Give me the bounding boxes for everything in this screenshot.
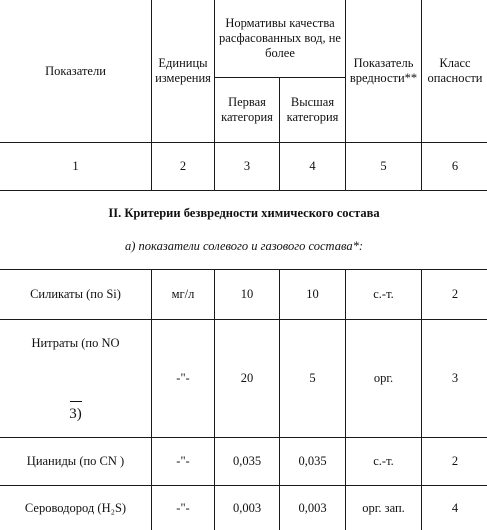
header-harmfulness: Показатель вредности** xyxy=(346,0,422,143)
section-header-cell xyxy=(0,191,487,270)
table-row xyxy=(0,438,487,486)
table-row xyxy=(0,320,487,438)
harmfulness-cell: орг. зап. xyxy=(346,486,422,530)
hazard-class-cell: 2 xyxy=(422,438,487,486)
section-title: II. Критерии безвредности химического состава xyxy=(108,206,380,220)
column-number: 4 xyxy=(280,143,346,191)
highest-category-cell: 10 xyxy=(280,270,346,320)
harmfulness-cell: с.-т. xyxy=(346,270,422,320)
header-hazard-class: Класс опасности xyxy=(422,0,487,143)
column-numbers-row xyxy=(0,143,487,191)
column-number: 5 xyxy=(346,143,422,191)
header-indicators: Показатели xyxy=(0,0,152,143)
section-header-row xyxy=(0,191,487,270)
header-units: Единицы измерения xyxy=(152,0,215,143)
first-category-cell: 0,003 xyxy=(215,486,280,530)
highest-category-cell: 0,035 xyxy=(280,438,346,486)
first-category-cell: 0,035 xyxy=(215,438,280,486)
header-first-category: Первая категория xyxy=(215,78,280,143)
indicator-text: Нитраты (по NO xyxy=(31,335,120,350)
column-number: 2 xyxy=(152,143,215,191)
header-norms: Нормативы качества расфасованных вод, не более xyxy=(215,0,346,78)
unit-cell: -"- xyxy=(152,320,215,438)
column-number: 1 xyxy=(0,143,152,191)
first-category-cell: 20 xyxy=(215,320,280,438)
indicator-cell: Силикаты (по Si) xyxy=(0,270,152,320)
section-subtitle: а) показатели солевого и газового состава*: xyxy=(125,239,363,253)
header-highest-category: Высшая категория xyxy=(280,78,346,143)
unit-cell: мг/л xyxy=(152,270,215,320)
indicator-cell: Цианиды (по CN ) xyxy=(0,438,152,486)
harmfulness-cell: орг. xyxy=(346,320,422,438)
first-category-cell: 10 xyxy=(215,270,280,320)
unit-cell: -"- xyxy=(152,486,215,530)
highest-category-cell: 0,003 xyxy=(280,486,346,530)
column-number: 3 xyxy=(215,143,280,191)
table-row xyxy=(0,486,487,530)
column-number: 6 xyxy=(422,143,487,191)
table-row xyxy=(0,270,487,320)
highest-category-cell: 5 xyxy=(280,320,346,438)
indicator-subscript: 3) xyxy=(69,405,82,422)
hazard-class-cell: 2 xyxy=(422,270,487,320)
indicator-cell xyxy=(0,320,152,438)
unit-cell: -"- xyxy=(152,438,215,486)
harmfulness-cell: с.-т. xyxy=(346,438,422,486)
indicator-cell: Сероводород (H₂S) xyxy=(0,486,152,530)
hazard-class-cell: 3 xyxy=(422,320,487,438)
subscript-bar xyxy=(70,401,82,402)
table-header-row xyxy=(0,0,487,78)
hazard-class-cell: 4 xyxy=(422,486,487,530)
